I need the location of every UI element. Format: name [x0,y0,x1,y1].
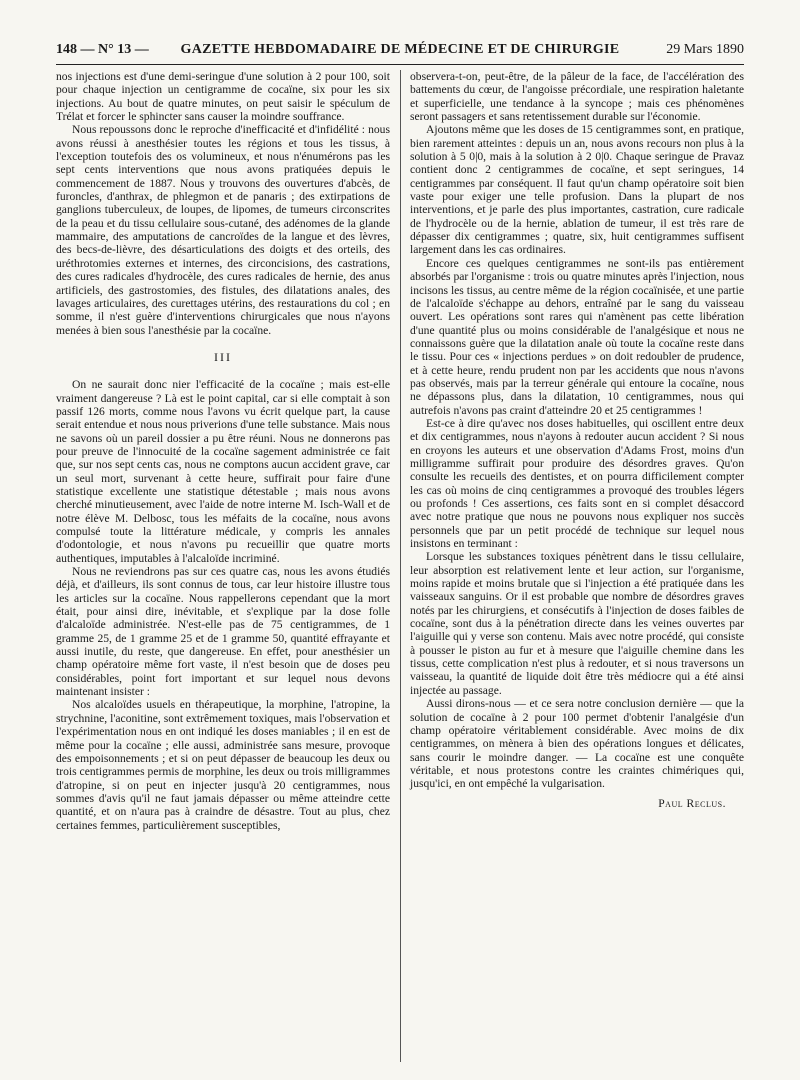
left-column [56,70,390,1062]
section-number: III [214,349,232,364]
page-issue: 148 — N° 13 — [56,42,149,57]
author-signature: Paul Reclus. [658,796,726,810]
paragraph: Nous repoussons donc le reproche d'inefficacité et d'infidélité : nous avons réussi à anesthésier toutes les régions et tous les tissus, à l'exception toutefois des os volumineux, et nous n'énumérons pas les sept cents interventions que nous avons pratiquées depuis le commencement de 1887. Nous y trouvons des ouvertures d'abcès, de furoncles, d'anthrax, de phlegmon et de panaris ; des extirpations de ganglions tuberculeux, de loupes, de lipomes, de tumeurs circonscrites de la peau et du tissu cellulaire sous-cutané, des adénomes de la glande mammaire, des amputations de cancroïdes de la langue et des lèvres, des becs-de-lièvre, des désarticulations des doigts et des orteils, des uréthrotomies externes et internes, des circoncisions, des castrations, des cures radicales d'hydrocèle, des cures radicales de hernie, des anus artificiels, des gastrostomies, des fistules, des dilatations anales, des lavages articulaires, des curettages utérins, des restaurations du col ; en somme, il n'est guère d'interventions chirurgicales que nous n'ayons menées à bien sous l'anesthésie par la cocaïne. [56,123,390,337]
journal-title: GAZETTE HEBDOMADAIRE DE MÉDECINE ET DE CHIRURGIE [180,42,620,57]
running-header [56,40,744,65]
paragraph: Nous ne reviendrons pas sur ces quatre cas, nous les avons étudiés déjà, et d'ailleurs, ils sont connus de tous, car leur histoire illustre tous les articles sur la cocaïne. Nous rappellerons cependant que la mort était, pour ainsi dire, inévitable, et s'explique par la dose folle d'alcaloïde administrée. N'est-elle pas de 75 centigrammes, de 1 gramme 25, de 1 gramme 25 et de 1 gramme 50, quantité effrayante et aussi inutile, du reste, que dangereuse. En effet, pour anesthésier un champ opératoire même fort vaste, il n'est besoin que de doses peu considérables, point fort important et sur lequel nous devons maintenant insister : [56,565,390,699]
paragraph: observera-t-on, peut-être, de la pâleur de la face, de l'accélération des battements du cœur, de l'angoisse précordiale, une respiration haletante et superficielle, une tendance à la syncope ; mais ces phénomènes seront passagers et sans retentissement durable sur l'économie. [410,70,744,124]
right-column [410,70,744,1062]
paragraph: Lorsque les substances toxiques pénètrent dans le tissu cellulaire, leur absorption est relativement lente et leur action, sur l'organisme, moins rapide et moins brutale que si l'injection a été pratiquée dans les vaisseaux sanguins. Or il est probable que nombre de désordres graves notés par les chirurgiens, et consécutifs à l'injection de doses faibles de cocaïne, sont dus à la pénétration directe dans les veines ouvertes par l'aiguille qui y verse son contenu. Mais avec notre procédé, qui consiste à pousser le piston au fur et à mesure que l'aiguille chemine dans les tissus, cette complication n'est plus à redouter, et si nous traversons un vaisseau, la quantité de liquide doit être très médiocre qui a été ainsi injectée au passage. [410,550,744,697]
paragraph: Encore ces quelques centigrammes ne sont-ils pas entièrement absorbés par l'organisme : trois ou quatre minutes après l'injection, nous incisons les tissus, au centre même de la région cocaïnisée, et une partie de l'alcaloïde s'échappe au dehors, entraîné par le sang du vaisseau ouvert. Les opérations sont rares qui n'amènent pas cette libération d'une quantité plus ou moins considérable de l'analgésique et nous ne connaissons guère que la dilatation anale où toute la cocaïne reste dans le tissu. Pour ces « injections perdues » on doit redoubler de prudence, et à cette heure, rendu prudent non par les accidents que nous n'avons pas observés, mais par la terreur générale qui entoure la cocaïne, nous ne dépassons plus, dans la dilatation, 10 centigrammes, nous qui autrefois n'avons pas craint d'atteindre 20 et 25 centigrammes ! [410,256,744,417]
column-divider [400,70,401,1062]
paragraph: Est-ce à dire qu'avec nos doses habituelles, qui oscillent entre deux et dix centigrammes, nous n'ayons à redouter aucun accident ? Si nous en croyons les auteurs et une observation d'Adams Frost, moins d'un milligramme suffirait pour produire des désordres graves. Qu'on consulte les recueils des dentistes, et on pourra difficilement compter les cas où moins de cinq centigrammes a provoqué des troubles légers ou profonds ! Ces assertions, ces faits sont en si complet désaccord avec notre pratique que nous ne pouvons nous expliquer nos succès personnels que par un petit procédé de technique sur lequel nous insistons en terminant : [410,416,744,551]
paragraph: nos injections est d'une demi-seringue d'une solution à 2 pour 100, soit pour chaque injection un centigramme de cocaïne, six pour les six injections. Au bout de quatre minutes, on peut saisir le spéculum de Trélat et forcer le sphincter sans causer la moindre souffrance. [56,70,390,124]
article-body [56,70,744,1062]
paragraph: On ne saurait donc nier l'efficacité de la cocaïne ; mais est-elle vraiment dangereuse ? Là est le point capital, car si elle comptait à son passif 126 morts, comme nous l'avons vu écrit quelque part, la cause serait entendue et nous nous priverions d'une telle substance. Mais nous ne savons où un pareil dossier a pu être réuni. Nous ne donnerons pas pour preuve de l'innocuité de la cocaïne sagement administrée ce fait que, sur nos sept cents cas, nous ne comptons aucun accident grave, car un seul mort, survenant à cette heure, suffirait pour faire d'une statistique excellente une statistique détestable ; mais nous avons cherché minutieusement, avec l'aide de notre interne M. Isch-Wall et de notre élève M. Delbosc, tous les méfaits de la cocaïne, nous avons compulsé toute la littérature médicale, y compris les annales d'odontologie, et nous n'avons pu recueillir que quatre morts authentiques, imputables à l'alcaloïde incriminé. [56,378,390,565]
paragraph: Nos alcaloïdes usuels en thérapeutique, la morphine, l'atropine, la strychnine, l'aconitine, sont extrêmement toxiques, mais l'observation et l'expérimentation nous en ont indiqué les doses maniables ; il en est de même pour la cocaïne ; elle aussi, administrée sans mesure, provoque des empoisonnements ; et si on peut dépasser de beaucoup les deux ou trois centigrammes permis de morphine, les deux ou trois milligrammes d'atropine, si on peut en injecter jusqu'à 20 centigrammes, nous sommes d'avis qu'il ne faut jamais dépasser ou même atteindre cette quantité, et on n'aura pas à craindre de désastre. Tout au plus, chez certaines femmes, particulièrement susceptibles, [56,698,390,832]
paragraph: Aussi dirons-nous — et ce sera notre conclusion dernière — que la solution de cocaïne à 2 pour 100 permet d'obtenir l'analgésie d'un champ opératoire véritablement considérable. Avec moins de dix centigrammes, on mènera à bien des opérations longues et délicates, sans courir le moindre danger. — La cocaïne est une conquête véritable, et nous protestons contre les craintes chimériques qui, jusqu'ici, en ont empêché la vulgarisation. [410,697,744,791]
issue-date: 29 Mars 1890 [666,42,744,57]
paragraph: Ajoutons même que les doses de 15 centigrammes sont, en pratique, bien rarement atteintes : depuis un an, nous avons recours non plus à la solution à 5 0|0, mais à la solution à 2 0|0. Chaque seringue de Pravaz contient donc 2 centigrammes de cocaïne, et sept seringues, 14 centigrammes par conséquent. Il faut qu'un champ opératoire soit bien vaste pour exiger une telle profusion. Dans la plupart de nos interventions, et je parle des plus importantes, castration, cure radicale de l'hydrocèle ou de la hernie, ablation de tumeur, il est très rare de dépasser dix centigrammes ; quatre, six, huit centigrammes suffisent largement dans les cas ordinaires. [410,123,744,257]
